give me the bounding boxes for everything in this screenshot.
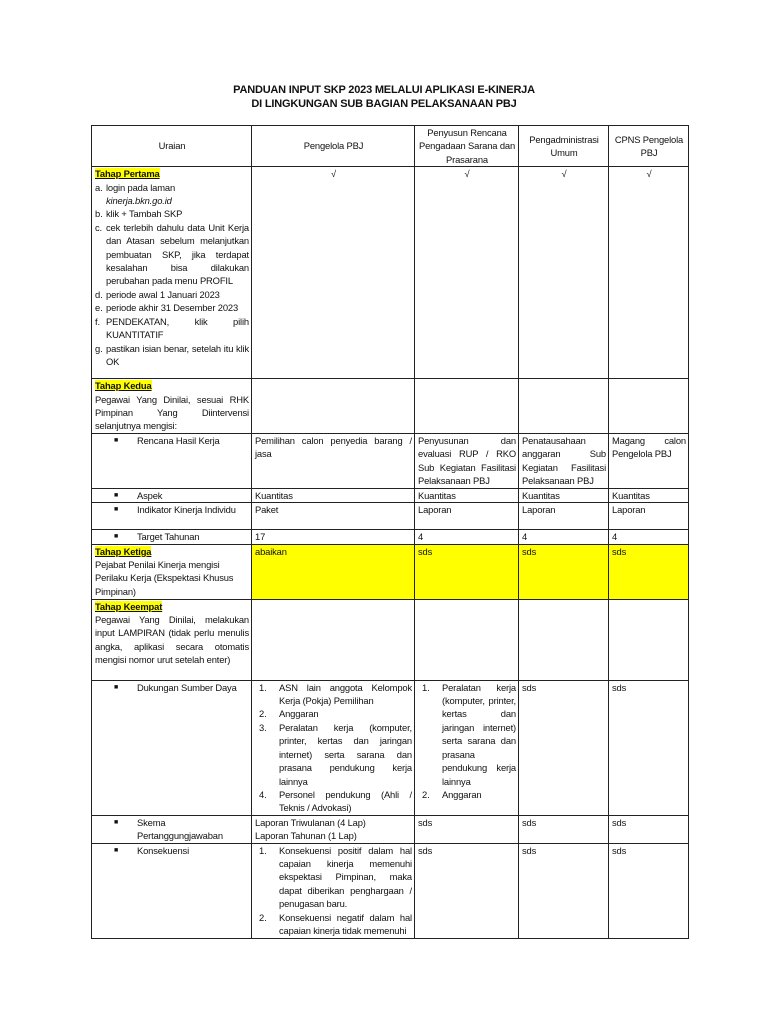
step-b [95, 207, 249, 220]
ketiga-pengelola: abaikan [252, 544, 415, 599]
bullet-icon: ■ [113, 683, 119, 691]
check-cpns: √ [609, 167, 689, 379]
empty-cell [415, 599, 519, 680]
dukungan-row [92, 680, 689, 815]
tahap-kedua-cell [92, 379, 252, 434]
header-cpns-pengelola: CPNS Pengelola PBJ [609, 126, 689, 167]
step-marker: g. [95, 342, 103, 354]
step-text [106, 181, 249, 208]
check-penyusun: √ [415, 167, 519, 379]
bullet-icon: ■ [113, 491, 119, 499]
step-text: periode awal 1 Januari 2023 [106, 288, 220, 300]
tahap-ketiga-cell [92, 544, 252, 599]
konsekuensi-label: Konsekuensi [137, 844, 190, 856]
item-text: Anggaran [442, 788, 482, 800]
step-marker: f. [95, 315, 100, 327]
tahap-pertama-label: Tahap Pertama [95, 168, 160, 180]
step-e [95, 301, 249, 314]
tahap-pertama-steps [95, 181, 249, 369]
bullet-icon: ■ [113, 846, 119, 854]
list-item [418, 788, 516, 801]
indikator-penyusun: Laporan [415, 503, 519, 530]
list-item [255, 707, 412, 720]
step-marker: a. [95, 181, 103, 193]
document-title-line-1: PANDUAN INPUT SKP 2023 MELALUI APLIKASI E-KINERJA [233, 84, 535, 96]
step-a-text: login pada laman [106, 181, 176, 193]
skema-pengelola [252, 815, 415, 843]
aspek-cpns: Kuantitas [609, 488, 689, 502]
item-marker: 3. [259, 721, 267, 733]
step-a [95, 181, 249, 208]
list-item [255, 788, 412, 815]
target-pengelola: 17 [252, 530, 415, 544]
step-marker: e. [95, 302, 103, 314]
tahap-ketiga-row [92, 544, 689, 599]
konsekuensi-row [92, 843, 689, 938]
skema-tahunan: Laporan Tahunan (1 Lap) [255, 830, 357, 842]
tahap-pertama-row [92, 167, 689, 379]
step-f [95, 315, 249, 342]
step-c [95, 221, 249, 288]
item-text: Personel pendukung (Ahli / Teknis / Advokasi) [279, 788, 412, 814]
step-a-line [106, 181, 249, 194]
konsekuensi-label-cell [92, 843, 252, 938]
dukungan-pengelola-list [255, 681, 412, 815]
bullet-icon: ■ [113, 818, 119, 826]
tahap-keempat-desc: Pegawai Yang Dinilai, melakukan input LAMPIRAN (tidak perlu menulis angka, aplikasi secara otomatis mengisi nomor urut setelah enter) [95, 614, 249, 666]
dukungan-pengadm: sds [519, 680, 609, 815]
step-text: pastikan isian benar, setelah itu klik OK [106, 342, 249, 367]
rhk-penyusun: Penyusunan dan evaluasi RUP / RKO Sub Kegiatan Fasilitasi Pelaksanaan PBJ [415, 433, 519, 488]
empty-cell [609, 599, 689, 680]
target-penyusun: 4 [415, 530, 519, 544]
target-label-cell [92, 530, 252, 544]
tahap-pertama-cell [92, 167, 252, 379]
item-text: Peralatan kerja (komputer, printer, kertas dan jaringan internet) serta sarana dan prasana pendukung kerja lainnya [442, 681, 516, 787]
tahap-keempat-row [92, 599, 689, 680]
item-marker: 1. [259, 681, 267, 693]
aspek-label-cell [92, 488, 252, 502]
empty-cell [519, 599, 609, 680]
guide-table [91, 125, 689, 939]
konsekuensi-cpns: sds [609, 843, 689, 938]
rhk-pengelola: Pemilihan calon penyedia barang / jasa [252, 433, 415, 488]
header-uraian: Uraian [92, 126, 252, 167]
skema-penyusun: sds [415, 815, 519, 843]
tahap-kedua-label: Tahap Kedua [95, 380, 152, 392]
empty-cell [415, 379, 519, 434]
aspek-label: Aspek [137, 489, 163, 501]
item-marker: 2. [259, 708, 267, 720]
item-marker: 2. [259, 911, 267, 923]
skema-label-cell [92, 815, 252, 843]
tahap-kedua-desc: Pegawai Yang Dinilai, sesuai RHK Pimpinan Yang Diintervensi selanjutnya mengisi: [95, 393, 249, 432]
skema-row [92, 815, 689, 843]
empty-cell [519, 379, 609, 434]
rhk-label-cell [92, 433, 252, 488]
dukungan-label: Dukungan Sumber Daya [137, 681, 237, 693]
skema-label: Skema Pertanggungjawaban [137, 816, 223, 842]
target-row [92, 530, 689, 544]
item-text: Konsekuensi positif dalam hal capaian kinerja memenuhi ekspektasi Pimpinan, maka dapat diberikan penghargaan / penugasan baru. [279, 844, 412, 910]
ketiga-pengadm: sds [519, 544, 609, 599]
indikator-pengelola: Paket [252, 503, 415, 530]
rhk-pengadm: Penatausahaan anggaran Sub Kegiatan Fasilitasi Pelaksanaan PBJ [519, 433, 609, 488]
header-row [92, 126, 689, 167]
target-label: Target Tahunan [137, 531, 200, 543]
rhk-cpns: Magang calon Pengelola PBJ [609, 433, 689, 488]
step-marker: d. [95, 288, 103, 300]
aspek-pengadm: Kuantitas [519, 488, 609, 502]
item-text: Konsekuensi negatif dalam hal capaian kinerja tidak memenuhi [279, 911, 412, 936]
empty-cell [609, 379, 689, 434]
list-item [255, 844, 412, 911]
bullet-icon: ■ [113, 533, 119, 541]
konsekuensi-penyusun: sds [415, 843, 519, 938]
dukungan-pengelola [252, 680, 415, 815]
indikator-label: Indikator Kinerja Individu [137, 504, 236, 516]
header-pengelola-pbj: Pengelola PBJ [252, 126, 415, 167]
dukungan-penyusun-list [418, 681, 516, 802]
item-text: Anggaran [279, 708, 319, 720]
step-marker: b. [95, 208, 103, 220]
konsekuensi-pengadm: sds [519, 843, 609, 938]
konsekuensi-pengelola [252, 843, 415, 938]
aspek-pengelola: Kuantitas [252, 488, 415, 502]
skema-cpns: sds [609, 815, 689, 843]
konsekuensi-list [255, 844, 412, 937]
konsekuensi-clip [255, 844, 412, 937]
aspek-penyusun: Kuantitas [415, 488, 519, 502]
step-g [95, 342, 249, 369]
aspek-row [92, 488, 689, 502]
rhk-row [92, 433, 689, 488]
rhk-label: Rencana Hasil Kerja [137, 434, 220, 446]
header-pengadministrasi-umum: Pengadministrasi Umum [519, 126, 609, 167]
list-item [255, 911, 412, 937]
tahap-keempat-label: Tahap Keempat [95, 600, 163, 612]
list-item [255, 681, 412, 708]
skema-pengadm: sds [519, 815, 609, 843]
dukungan-cpns: sds [609, 680, 689, 815]
step-text: cek terlebih dahulu data Unit Kerja dan Atasan sebelum melanjutkan pembuatan SKP, jika terdapat kesalahan bisa dilakukan perubahan pada menu PROFIL [106, 221, 249, 287]
tahap-kedua-row [92, 379, 689, 434]
step-marker: c. [95, 221, 102, 233]
skema-triwulanan: Laporan Triwulanan (4 Lap) [255, 816, 366, 828]
document-title-line-2: DI LINGKUNGAN SUB BAGIAN PELAKSANAAN PBJ [251, 98, 517, 110]
dukungan-penyusun [415, 680, 519, 815]
indikator-row [92, 503, 689, 530]
indikator-pengadm: Laporan [519, 503, 609, 530]
target-cpns: 4 [609, 530, 689, 544]
step-d [95, 288, 249, 301]
tahap-ketiga-desc: Pejabat Penilai Kinerja mengisi Perilaku Kerja (Ekspektasi Khusus Pimpinan) [95, 559, 234, 597]
item-text: ASN lain anggota Kelompok Kerja (Pokja) Pemilihan [279, 681, 412, 707]
item-marker: 4. [259, 788, 267, 800]
empty-cell [252, 379, 415, 434]
header-penyusun-rencana: Penyusun Rencana Pengadaan Sarana dan Prasarana [415, 126, 519, 167]
item-text: Peralatan kerja (komputer, printer, kertas dan jaringan internet) serta sarana dan prasana pendukung kerja lainnya [279, 721, 412, 787]
dukungan-label-cell [92, 680, 252, 815]
item-marker: 2. [422, 788, 430, 800]
item-marker: 1. [259, 844, 267, 856]
ketiga-penyusun: sds [415, 544, 519, 599]
step-text: klik + Tambah SKP [106, 208, 183, 220]
ketiga-cpns: sds [609, 544, 689, 599]
indikator-label-cell [92, 503, 252, 530]
kinerja-url: kinerja.bkn.go.id [106, 195, 172, 207]
bullet-icon: ■ [113, 436, 119, 444]
list-item [418, 681, 516, 788]
bullet-icon: ■ [113, 506, 119, 514]
target-pengadm: 4 [519, 530, 609, 544]
empty-cell [252, 599, 415, 680]
check-pengadm: √ [519, 167, 609, 379]
tahap-ketiga-label: Tahap Ketiga [95, 545, 152, 557]
item-marker: 1. [422, 681, 430, 693]
tahap-keempat-cell [92, 599, 252, 680]
indikator-cpns: Laporan [609, 503, 689, 530]
list-item [255, 721, 412, 788]
step-text: PENDEKATAN, klik pilih KUANTITATIF [106, 315, 249, 341]
step-text: periode akhir 31 Desember 2023 [106, 302, 239, 314]
check-pengelola: √ [252, 167, 415, 379]
